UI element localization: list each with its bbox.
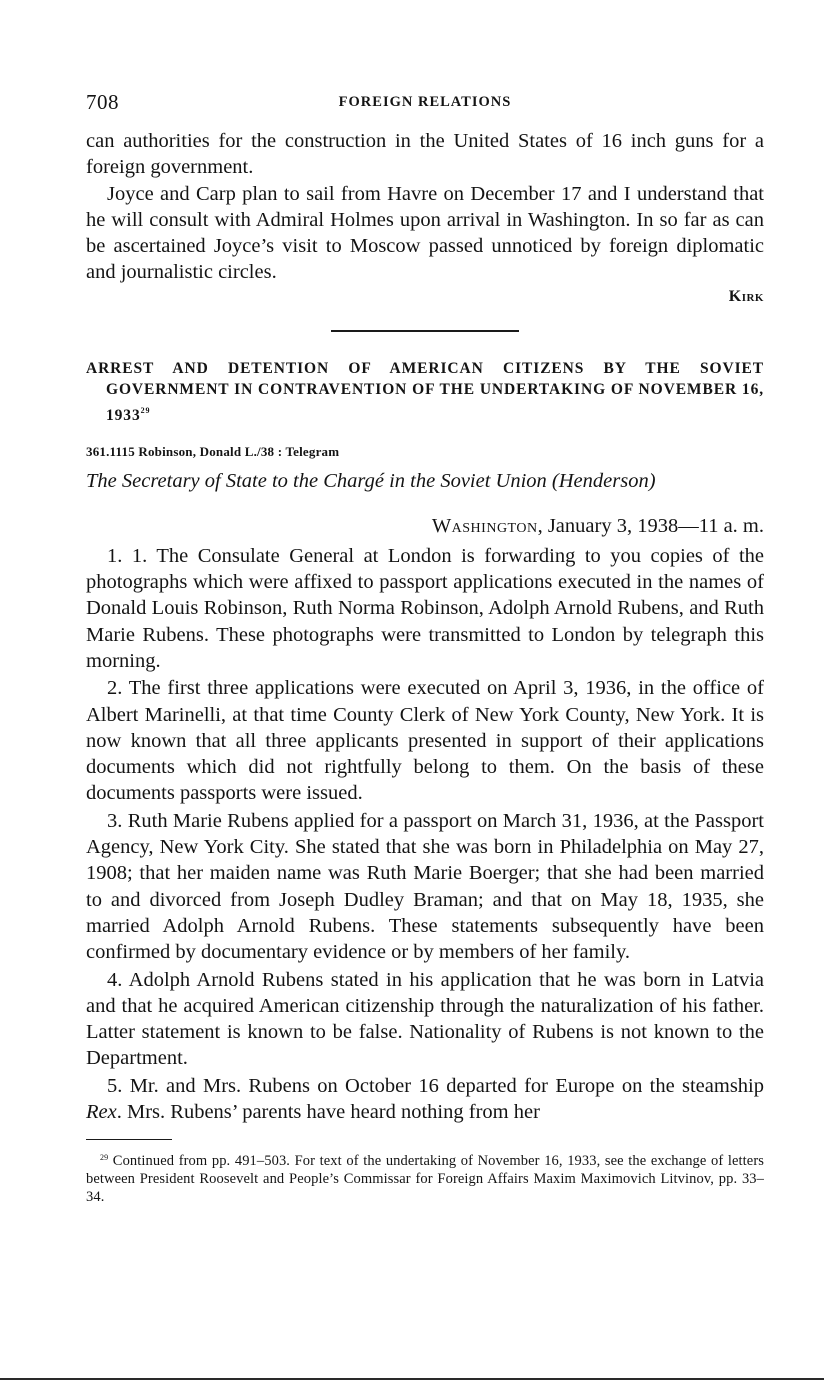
page-number: 708 bbox=[86, 90, 119, 114]
document-page bbox=[86, 88, 764, 1206]
continuation-paragraph-1: can authorities for the construction in the United States of 16 inch guns for a foreign government. bbox=[86, 130, 764, 179]
paragraph-3: 3. Ruth Marie Rubens applied for a passport on March 31, 1936, at the Passport Agency, New York City. She stated that she was born in Philadelphia on May 27, 1908; that her maiden name was Ruth Marie Boerger; that she had been married to and divorced from Joseph Dudley Braman; and that on May 18, 1935, she married Adolph Arnold Rubens. These statements subsequently have been confirmed by documentary evidence or by members of her family. bbox=[86, 809, 764, 964]
telegram-body bbox=[86, 543, 764, 1126]
dateline bbox=[86, 513, 764, 539]
heading-footnote-ref: 29 bbox=[140, 405, 151, 415]
running-head: FOREIGN RELATIONS bbox=[338, 94, 512, 110]
dateline-date: , January 3, 1938—11 a. m. bbox=[537, 514, 764, 537]
paragraph-4: 4. Adolph Arnold Rubens stated in his application that he was born in Latvia and that he acquired American citizenship through the naturalization of his father. Latter statement is known to be false. Nationality of Rubens is not known to the Department. bbox=[86, 968, 764, 1070]
dateline-place: Washington bbox=[431, 514, 538, 537]
signature: Kirk bbox=[728, 287, 764, 305]
paragraph-1: 1. 1. The Consulate General at London is forwarding to you copies of the photographs which were affixed to passport applications executed in the names of Donald Louis Robinson, Ruth Norma Robinson, Adolph Arnold Rubens, and Ruth Marie Rubens. These photographs were transmitted to London by telegraph this morning. bbox=[86, 544, 764, 672]
paragraph-5 bbox=[86, 1073, 764, 1126]
file-number: 361.1115 Robinson, Donald L./38 : Telegram bbox=[86, 443, 340, 459]
footnote-text: Continued from pp. 491–503. For text of the undertaking of November 16, 1933, see the exchange of letters between President Roosevelt and People’s Commissar for Foreign Affairs Maxim Maximovich Litvinov, pp. 33–34. bbox=[86, 1153, 765, 1206]
paragraph-2: 2. The first three applications were executed on April 3, 1936, in the office of Albert Marinelli, at that time County Clerk of New York County, New York. It is now known that all three applicants presented in support of their applications documents which did not rightfully belong to them. On the basis of these documents passports were issued. bbox=[86, 677, 764, 805]
paragraph-5-start: 5. Mr. and Mrs. Rubens on October 16 departed for Europe on the steamship bbox=[107, 1074, 764, 1097]
section-heading-text: ARREST AND DETENTION OF AMERICAN CITIZENS BY THE SOVIET GOVERNMENT IN CONTRAVENTION OF THE UNDERTAKING OF NOVEMBER 16, 1933 bbox=[86, 359, 764, 424]
footnote-number: 29 bbox=[100, 1153, 109, 1163]
ship-name: Rex bbox=[86, 1101, 117, 1124]
section-heading bbox=[86, 358, 764, 426]
footnote-rule bbox=[86, 1139, 172, 1140]
paragraph-5-end: . Mrs. Rubens’ parents have heard nothing from her bbox=[116, 1101, 540, 1124]
continuation-paragraph-2: Joyce and Carp plan to sail from Havre on December 17 and I understand that he will consult with Admiral Holmes upon arrival in Washington. In so far as can be ascertained Joyce’s visit to Moscow passed unnoticed by foreign diplomatic and journalistic circles. bbox=[86, 182, 764, 284]
footnote bbox=[86, 1149, 764, 1206]
section-divider bbox=[331, 330, 519, 332]
page-header bbox=[86, 88, 764, 128]
document-title: The Secretary of State to the Chargé in the Soviet Union (Henderson) bbox=[86, 469, 656, 492]
